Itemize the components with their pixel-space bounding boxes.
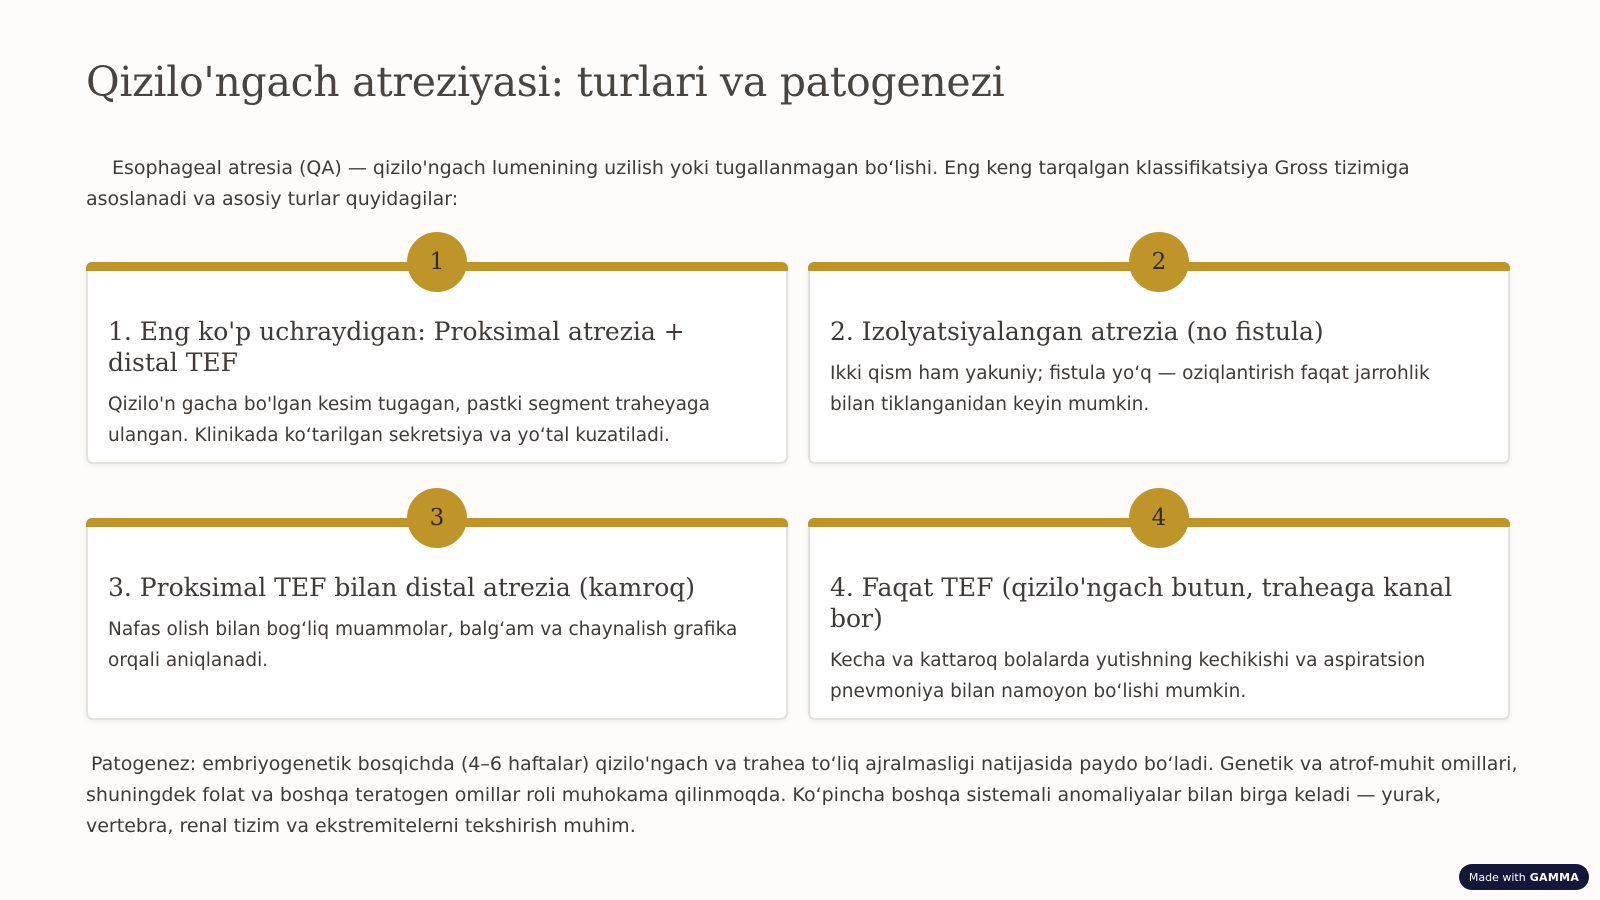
card-number-badge: 4 [1129, 488, 1189, 548]
card-type-3 [86, 505, 788, 720]
card-number-badge: 1 [407, 232, 467, 292]
card-type-1 [86, 249, 788, 464]
card-type-2 [808, 249, 1510, 464]
intro-paragraph: Esophageal atresia (QA) — qizilo'ngach lumenining uzilish yoki tugallanmagan bo‘lishi. Eng keng tarqalgan klassifikatsiya Gross tizimiga asoslanadi va asosiy turlar quyidagilar: [86, 157, 1410, 210]
card-body: Ikki qism ham yakuniy; fistula yo‘q — oziqlantirish faqat jarrohlik bilan tiklanganidan keyin mumkin. [830, 363, 1430, 415]
gamma-logo-text: GAMMA [1529, 870, 1580, 884]
badge-prefix: Made with [1468, 870, 1526, 884]
card-title: 4. Faqat TEF (qizilo'ngach butun, traheaga kanal bor) [830, 573, 1453, 633]
card-title: 1. Eng ko'p uchraydigan: Proksimal atrezia + distal TEF [108, 317, 685, 377]
made-with-gamma-badge[interactable] [1459, 864, 1589, 890]
card-body: Kecha va kattaroq bolalarda yutishning kechikishi va aspiratsion pnevmoniya bilan namoyon bo‘lishi mumkin. [830, 650, 1426, 702]
card-title: 3. Proksimal TEF bilan distal atrezia (kamroq) [108, 573, 696, 602]
card-body: Nafas olish bilan bog‘liq muammolar, balg‘am va chaynalish grafika orqali aniqlanadi. [108, 619, 738, 671]
card-number-badge: 2 [1129, 232, 1189, 292]
card-type-4 [808, 505, 1510, 720]
card-number-badge: 3 [407, 488, 467, 548]
page-title: Qizilo'ngach atreziyasi: turlari va patogenezi [86, 58, 1005, 106]
pathogenesis-paragraph: Patogenez: embriyogenetik bosqichda (4–6 haftalar) qizilo'ngach va trahea to‘liq ajralmasligi natijasida paydo bo‘ladi. Genetik va atrof-muhit omillari, shuningdek folat va boshqa teratogen omillar roli muhokama qilinmoqda. Ko‘pincha boshqa sistemali anomaliyalar bilan birga keladi — yurak, vertebra, renal tizim va ekstremitelerni tekshirish muhim. [86, 753, 1518, 837]
card-title: 2. Izolyatsiyalangan atrezia (no fistula) [830, 317, 1324, 346]
card-body: Qizilo'n gacha bo'lgan kesim tugagan, pastki segment traheyaga ulangan. Klinikada ko‘tarilgan sekretsiya va yo‘tal kuzatiladi. [108, 394, 711, 446]
